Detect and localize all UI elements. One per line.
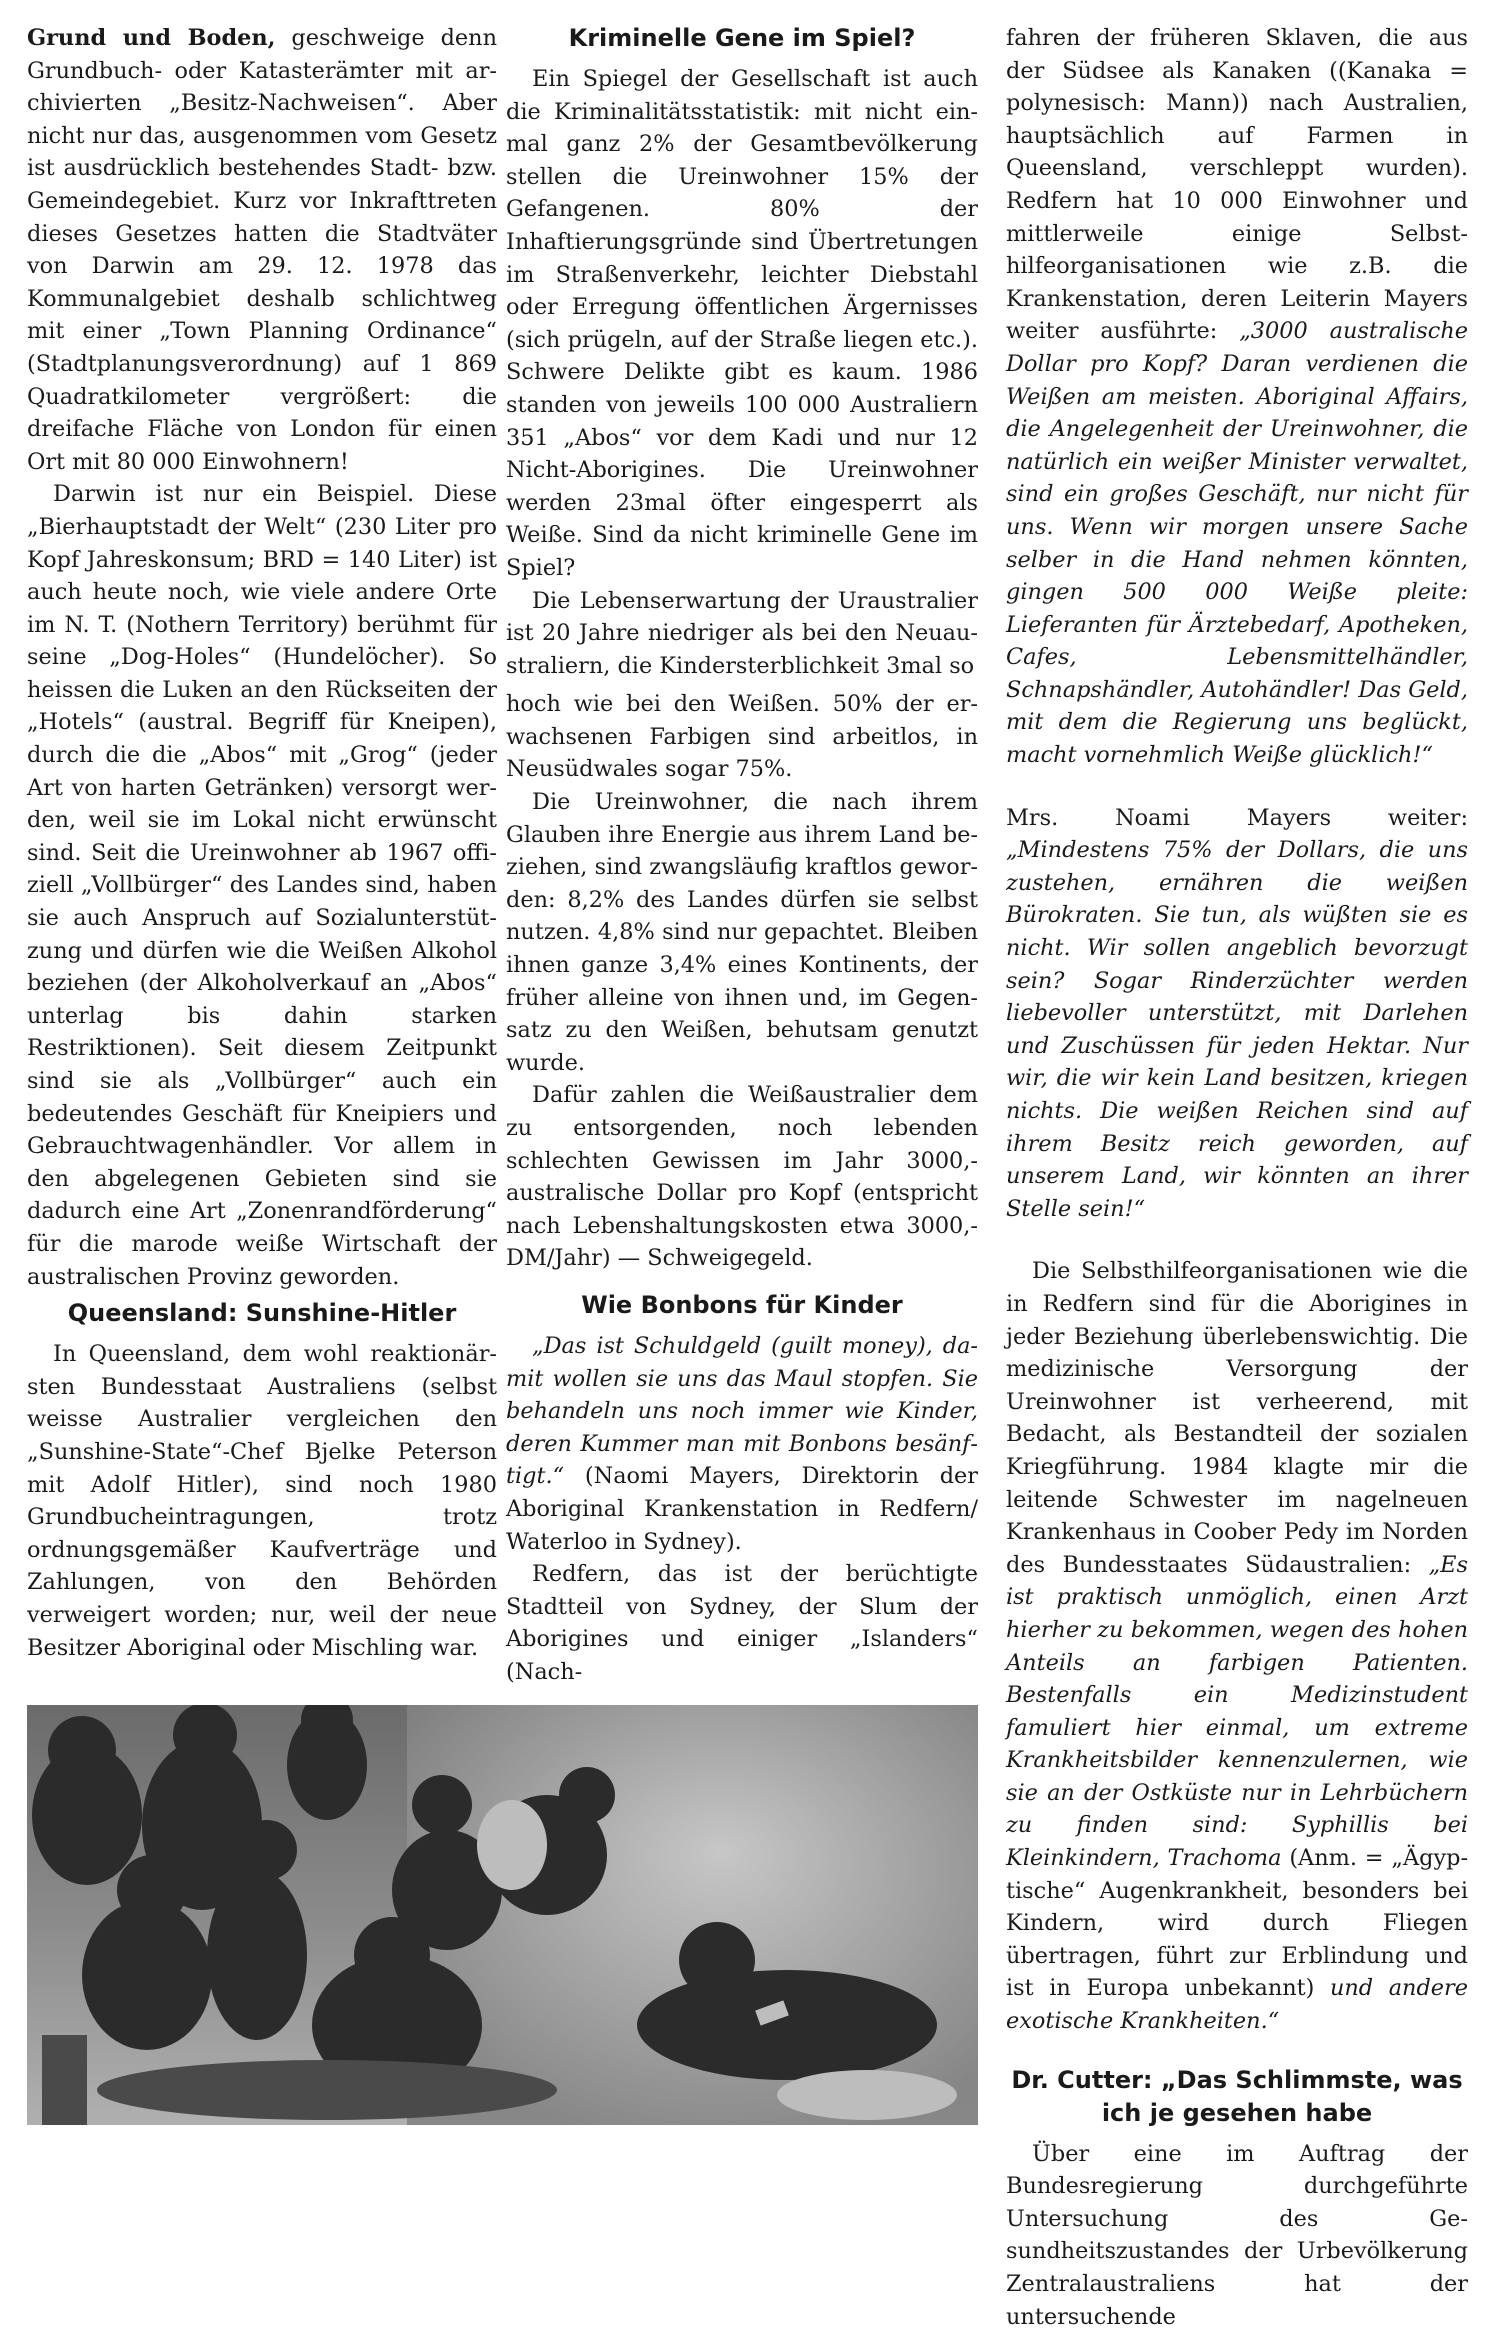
paragraph: Ein Spiegel der Gesellschaft ist auch die Kriminalitätsstatistik: mit nicht einmal ganz 2% der Gesamtbevölkerung stellen die Ureinwohner 15% der Gefangenen. 80% der Inhaftierungsgründe sind Übertretungen im Straßenverkehr, leichter Diebstahl oder Erregung öffentlichen Ärgernisses (sich prügeln, auf der Straße liegen etc.). Schwere Delikte gibt es kaum. 1986 standen von jeweils 100 000 Australiern 351 „Abos“ vor dem Kadi und nur 12 Nicht-Aborigines. Die Ureinwohner werden 23mal öfter eingesperrt als Weiße. Sind da nicht kriminelle Gene im Spiel? <box>506 66 978 581</box>
paragraph: In Queensland, dem wohl reaktionärsten Bundesstaat Australiens (selbst weisse Australier vergleichen den „Sunshine-State“-Chef Bjelke Peterson mit Adolf Hitler), sind noch 1980 Grundbucheintragungen, trotz ordnungsgemäßer Kaufverträge und Zahlungen, von den Behörden verweigert worden; nur, weil der neue Besitzer Aboriginal oder Mischling war. <box>27 1341 497 1661</box>
paragraph: Die Lebenserwartung der Uraustralier ist 20 Jahre niedriger als bei den Neuaustraliern, die Kindersterblichkeit 3mal so <box>506 587 978 679</box>
paragraph: hoch wie bei den Weißen. 50% der erwachsenen Farbigen sind arbeitlos, in Neusüdwales sogar 75%. <box>506 691 978 783</box>
quote: „Mindestens 75% der Dollars, die uns zustehen, ernähren die weißen Bürokraten. Sie tun, als wüßten sie es nicht. Wir sollen angeblich bevorzugt sein? Sogar Rinderzüchter werden liebevoller unterstützt, mit Darlehen und Zuschüssen für jeden Hektar. Nur wir, die wir kein Land besitzen, kriegen nichts. Die weißen Reichen sind auf ihrem Besitz reich geworden, auf unserem Land, wir könnten an ihrer Stelle sein!“ <box>1006 837 1468 1222</box>
lead-in: Grund und Boden, <box>27 25 276 51</box>
section-heading: Queensland: Sunshine-Hitler <box>67 1299 457 1328</box>
section-heading: Wie Bonbons für Kinder <box>581 1290 903 1319</box>
section-heading: Dr. Cutter: „Das Schlimmste, was ich je gesehen habe <box>1011 2065 1463 2127</box>
quote: und andere exotische Krankheiten.“ <box>1006 1975 1468 2035</box>
paragraph-text: (Anm. = „Ägyptische“ Augenkrankheit, besonders bei Kindern, wird durch Fliegen übertragen, führt zur Erblindung und ist in Europa unbekannt) <box>1006 1845 1469 2002</box>
paragraph-text: fahren der früheren Sklaven, die aus der Südsee als Kanaken ((Kanaka = polynesisch: Mann)) nach Australien, hauptsächlich auf Farmen in Queensland, verschleppt wurden). Redfern hat 10 000 Einwohner und mittlerweile einige Selbsthilfeorganisationen wie z.B. die Krankenstation, deren Leiterin Mayers weiter ausführte: <box>1006 25 1468 345</box>
paragraph: Redfern, das ist der berüchtigte Stadtteil von Sydney, der Slum der Aborigines und einiger „Islanders“ (Nach- <box>506 1561 978 1685</box>
paragraph <box>1006 802 1468 1226</box>
paragraph <box>1006 22 1468 772</box>
paragraph-text: Mrs. Noami Mayers weiter: <box>1006 804 1468 831</box>
paragraph: Dafür zahlen die Weißaustralier dem zu entsorgenden, noch lebenden schlechten Gewissen im Jahr 3000,- australische Dollar pro Kopf (entspricht nach Lebenshaltungskosten etwa 3000,- DM/Jahr) — Schweigegeld. <box>506 1082 978 1272</box>
paragraph: Darwin ist nur ein Beispiel. Diese „Bierhauptstadt der Welt“ (230 Liter pro Kopf Jahreskonsum; BRD = 140 Liter) ist auch heute noch, wie viele andere Orte im N. T. (Nothern Territory) berühmt für seine „Dog-Holes“ (Hundelöcher). So heissen die Luken an den Rückseiten der „Hotels“ (austral. Begriff für Kneipen), durch die die „Abos“ mit „Grog“ (jeder Art von harten Getränken) versorgt werden, weil sie im Lokal nicht erwünscht sind. Seit die Ureinwohner ab 1967 offiziell „Vollbürger“ des Landes sind, haben sie auch Anspruch auf Sozialunterstützung und dürfen wie die Weißen Alkohol beziehen (der Alkoholverkauf an „Abos“ unterlag bis dahin starken Restriktionen). Seit diesem Zeitpunkt sind sie als „Vollbürger“ auch ein bedeutendes Geschäft für Kneipiers und Gebrauchtwagenhändler. Vor allem in den abgelegenen Gebieten sind sie dadurch eine Art „Zonenrandförderung“ für die marode weiße Wirtschaft der australischen Provinz geworden. <box>27 481 497 1290</box>
paragraph <box>506 1330 978 1558</box>
paragraph-text: (Naomi Mayers, Direktorin der Aboriginal Krankenstation in Redfern/ Waterloo in Sydney). <box>506 1463 978 1555</box>
paragraph: Über eine im Auftrag der Bundesregierung durchgeführte Untersuchung des Gesundheitszustandes der Urbevölkerung Zentralaustraliens hat der untersuchende <box>1006 2140 1468 2330</box>
photograph <box>27 1705 978 2125</box>
column-3 <box>1006 22 1468 2333</box>
paragraph: Die Ureinwohner, die nach ihrem Glauben ihre Energie aus ihrem Land beziehen, sind zwangsläufig kraftlos geworden: 8,2% des Landes dürfen sie selbst nutzen. 4,8% sind nur gepachtet. Bleiben ihnen ganze 3,4% eines Kontinents, der früher alleine von ihnen und, im Gegensatz zu den Weißen, behutsam genutzt wurde. <box>506 789 978 1076</box>
paragraph-text: geschweige denn Grundbuch- oder Katasterämter mit archivierten „Besitz-Nachweisen“. Aber nicht nur das, ausgenommen vom Gesetz ist ausdrücklich bestehendes Stadt- bzw. Gemeindegebiet. Kurz vor Inkrafttreten dieses Gesetzes hatten die Stadtväter von Darwin am 29. 12. 1978 das Kommunalgebiet deshalb schlichtweg mit einer „Town Planning Ordinance“ (Stadtplanungsverordnung) auf 1 869 Quadratkilometer vergrößert: die dreifache Fläche von London für einen Ort mit 80 000 Einwohnern! <box>27 25 497 475</box>
photo-image <box>27 1705 978 2125</box>
quote: „Das ist Schuldgeld (guilt money), damit wollen sie uns das Maul stopfen. Sie behandeln uns noch immer wie Kinder, deren Kummer man mit Bonbons besänftigt.“ <box>506 1332 978 1490</box>
quote: „Es ist praktisch unmöglich, einen Arzt hierher zu bekommen, wegen des hohen Anteils an farbigen Patienten. Bestenfalls ein Medizinstudent famuliert hier einmal, um extreme Krankheitsbilder kennenzulernen, wie sie an der Ostküste nur in Lehrbüchern zu finden sind: Syphillis bei Kleinkindern, Trachoma <box>1006 1551 1468 1872</box>
paragraph <box>1006 1255 1468 2037</box>
column-2 <box>506 22 978 1689</box>
paragraph <box>27 22 497 478</box>
quote: „3000 australische Dollar pro Kopf? Daran verdienen die Weißen am meisten. Aboriginal Affairs, die Angelegenheit der Ureinwohner, die natürlich ein weißer Minister verwaltet, sind ein großes Geschäft, nur nicht für uns. Wenn wir morgen unsere Sache selber in die Hand nehmen könnten, gingen 500 000 Weiße pleite: Lieferanten für Ärztebedarf, Apotheken, Cafes, Lebensmittelhändler, Schnapshändler, Autohändler! Das Geld, mit dem die Regierung uns beglückt, macht vornehmlich Weiße glücklich!“ <box>1006 318 1468 769</box>
column-1 <box>27 22 497 1664</box>
paragraph-text: Die Selbsthilfeorganisationen wie die in Redfern sind für die Aborigines in jeder Beziehung überlebenswichtig. Die medizinische Versorgung der Ureinwohner ist verheerend, mit Bedacht, als Bestandteil der sozialen Kriegführung. 1984 klagte mir die leitende Schwester im nagelneuen Krankenhaus in Coober Pedy im Norden des Bundesstaates Südaustralien: <box>1006 1258 1468 1578</box>
section-heading: Kriminelle Gene im Spiel? <box>568 24 916 52</box>
